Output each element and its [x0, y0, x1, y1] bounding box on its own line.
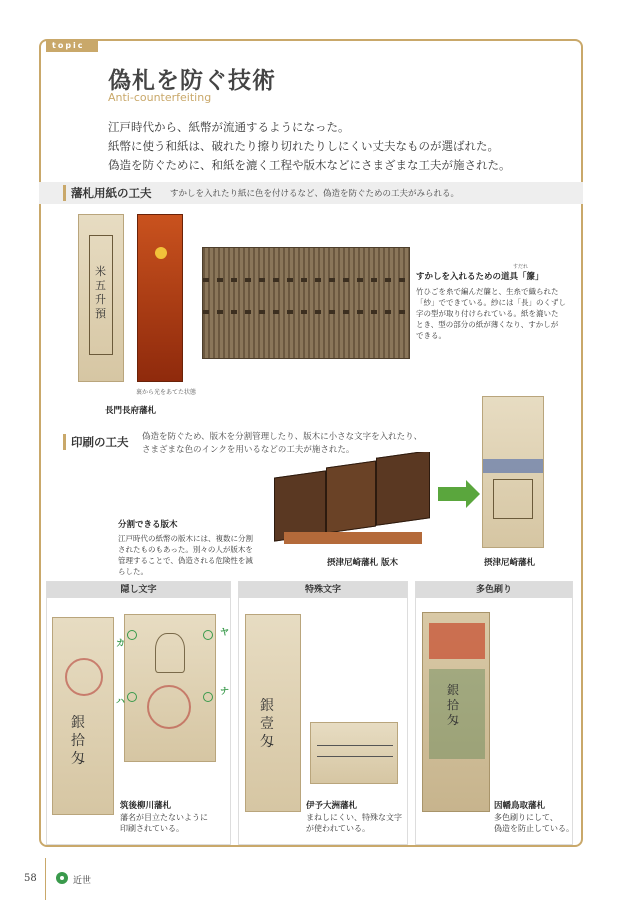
marker-circle-icon	[203, 692, 213, 702]
ozu-detail-image	[310, 722, 398, 784]
sudare-desc-line: できる。	[416, 331, 446, 340]
section-desc-printing-line: 偽造を防ぐため、版木を分割管理したり、版木に小さな文字を入れたり、	[142, 432, 423, 442]
yanagawa-note-image: 銀 拾 匁	[52, 617, 114, 815]
woodblock-caption-text: 摂津尼崎藩札 版木	[327, 558, 398, 568]
yanagawa-caption	[120, 800, 208, 834]
marker-ka: カ	[116, 639, 126, 649]
sudare-title	[416, 271, 544, 283]
marker-ya: ヤ	[220, 628, 230, 638]
sudare-desc-line: 「紗」でできている。紗には「長」のくずし	[416, 298, 566, 307]
split-block-desc-line: されたものもあった。別々の人が版木を	[118, 545, 253, 554]
panel-head: 特殊文字	[239, 582, 407, 598]
ozu-caption-title: 伊予大洲藩札	[306, 801, 358, 811]
chapter-label: 近世	[73, 876, 92, 886]
footer-divider	[45, 858, 46, 900]
split-block-desc	[118, 533, 253, 577]
sudare-desc-line: 字の型が取り付けられている。紙を漉いた	[416, 309, 559, 318]
marker-ha: ハ	[116, 697, 126, 707]
split-block-caption	[118, 519, 253, 577]
ozu-caption	[306, 800, 402, 834]
intro-line: 偽造を防ぐために、和紙を漉く工程や版木などにさまざまな工夫が施された。	[108, 158, 511, 172]
page-title: 偽札を防ぐ技術	[108, 68, 276, 94]
yanagawa-caption-title: 筑後柳川藩札	[120, 801, 172, 811]
sudare-mesh-image	[202, 247, 410, 359]
marker-na: ナ	[220, 687, 230, 697]
panel-head: 隠し文字	[47, 582, 230, 598]
split-block-desc-line: 管理することで、偽造される危険性を減	[118, 556, 253, 565]
split-block-desc-line: らした。	[118, 567, 148, 576]
tottori-caption-title: 因幡鳥取藩札	[494, 801, 546, 811]
arrow-icon	[438, 487, 468, 501]
chapter-dot-icon	[56, 872, 68, 884]
nagato-chofu-caption	[105, 405, 156, 417]
sudare-desc	[416, 286, 566, 341]
split-block-desc-line: 江戸時代の紙幣の版木には、複数に分割	[118, 534, 253, 543]
ozu-caption-line: まねしにくい、特殊な文字	[306, 813, 402, 822]
section-label-paper: 藩札用紙の工夫	[63, 185, 152, 201]
section-desc-paper: すかしを入れたり紙に色を付けるなど、偽造を防ぐための工夫がみられる。	[170, 189, 460, 199]
amagasaki-note-image	[482, 396, 544, 548]
sudare-desc-line: とき、型の部分の紙が薄くなり、すかしが	[416, 320, 559, 329]
tottori-caption-line: 偽造を防止している。	[494, 824, 574, 833]
tottori-caption	[494, 800, 574, 834]
panel-head: 多色刷り	[416, 582, 572, 598]
marker-circle-icon	[127, 692, 137, 702]
sudare-title-text: すかしを入れるための道具「簾」	[416, 272, 544, 282]
yanagawa-caption-line: 藩名が目立たないように	[120, 813, 208, 822]
nagato-chofu-caption-text: 長門長府藩札	[105, 406, 157, 416]
amagasaki-caption-text: 摂津尼崎藩札	[484, 558, 536, 568]
ozu-caption-line: が使われている。	[306, 824, 370, 833]
yanagawa-caption-line: 印刷されている。	[120, 824, 184, 833]
topic-tab: topic	[46, 40, 98, 52]
sudare-ruby: すだれ	[513, 264, 529, 270]
marker-circle-icon	[203, 630, 213, 640]
marker-circle-icon	[127, 630, 137, 640]
intro-text	[108, 118, 511, 175]
ozu-note-image: 銀 壹 匁	[245, 614, 301, 812]
section-label-printing: 印刷の工夫	[63, 434, 129, 450]
page-number: 58	[24, 873, 37, 884]
section-desc-printing-line: さまざまな色のインクを用いるなどの工夫が施された。	[142, 445, 355, 455]
nagato-chofu-note-image: 米 五 升 預	[78, 214, 124, 382]
split-block-title: 分割できる版木	[118, 520, 178, 530]
backlit-note-image	[137, 214, 183, 382]
tottori-caption-line: 多色刷りにして、	[494, 813, 558, 822]
page-subtitle: Anti-counterfeiting	[108, 91, 212, 104]
tottori-note-image: 銀 拾 匁	[422, 612, 490, 812]
woodblock-caption	[327, 557, 398, 569]
amagasaki-caption	[484, 557, 535, 569]
sudare-desc-line: 竹ひごを糸で編んだ簾と、生糸で織られた	[416, 287, 559, 296]
backlit-caption: 裏から光をあてた状態	[136, 389, 197, 396]
intro-line: 江戸時代から、紙幣が流通するようになった。	[108, 120, 350, 134]
intro-line: 紙幣に使う和紙は、破れたり擦り切れたりしにくい丈夫なものが選ばれた。	[108, 139, 499, 153]
split-woodblock-image	[274, 452, 432, 546]
